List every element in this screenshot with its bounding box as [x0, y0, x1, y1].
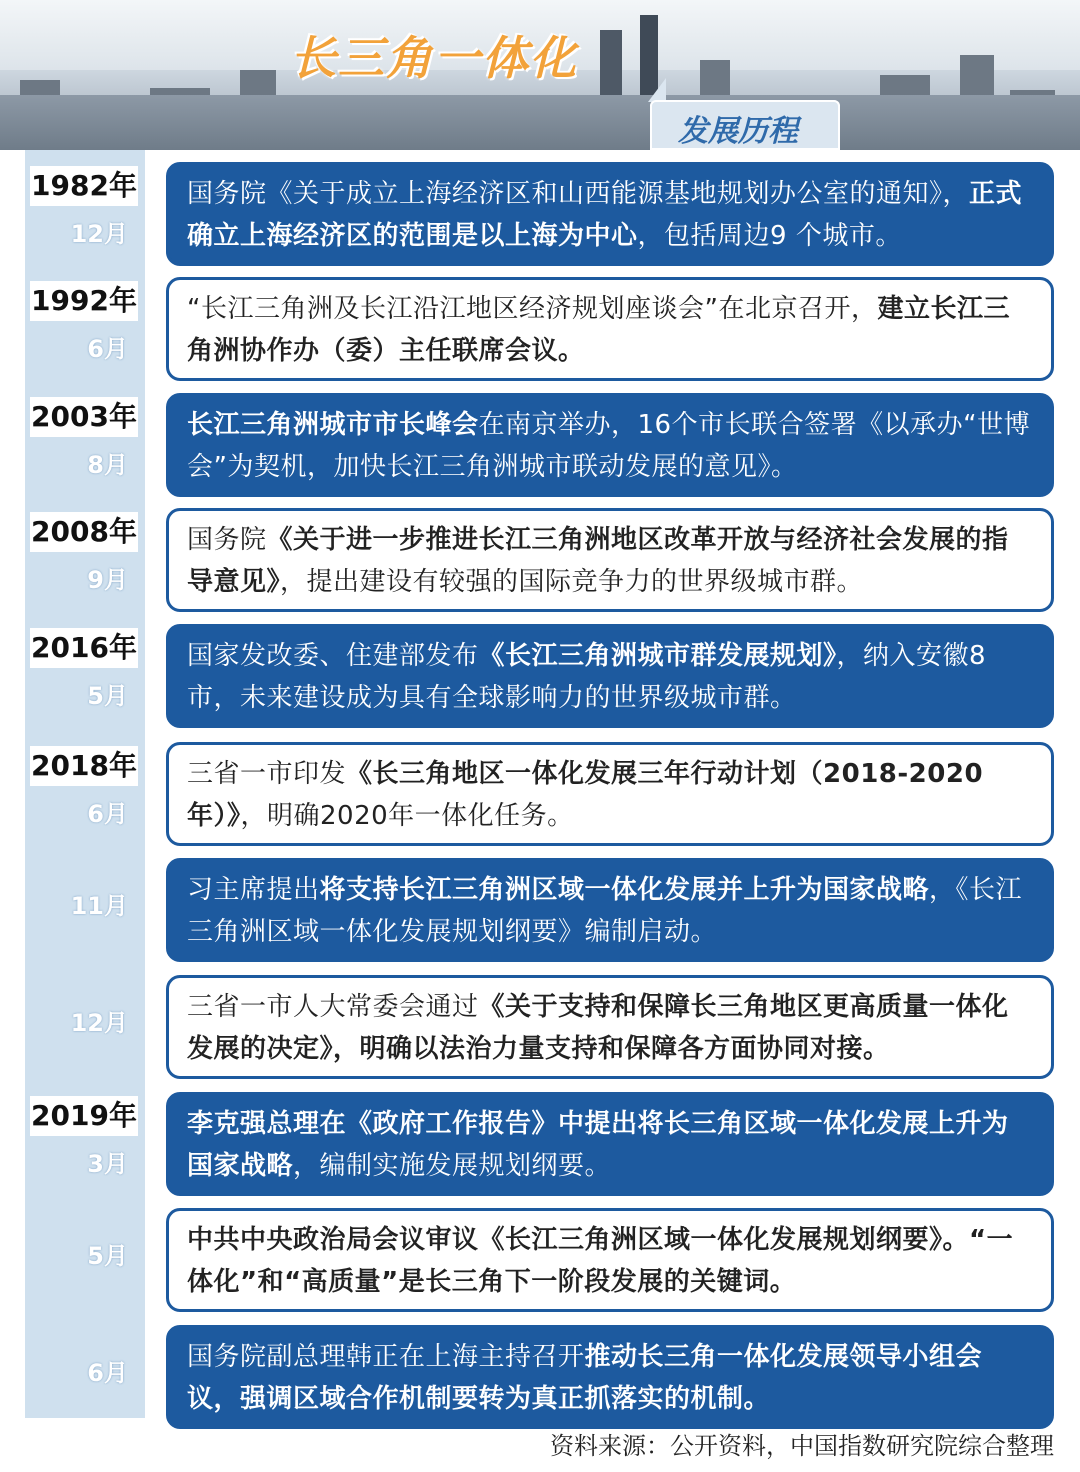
subtitle-tag: [650, 100, 840, 150]
timeline-month: 3月: [87, 1150, 128, 1178]
event-card: [166, 1092, 1054, 1196]
event-text-bold: 《关于支持和保障长三角地区更高质量一体化发展的决定》，明确以法治力量支持和保障各方面协同对接。: [187, 992, 1009, 1064]
event-text-bold: 《长三角地区一体化发展三年行动计划（2018-2020年）》: [187, 759, 984, 831]
event-card: [166, 1208, 1054, 1312]
event-text-bold: 正式确立上海经济区的范围是以上海为中心: [187, 179, 1023, 251]
event-card: [166, 742, 1054, 846]
timeline-month: 11月: [70, 892, 128, 920]
event-card: [166, 624, 1054, 728]
timeline-month: 6月: [87, 335, 128, 363]
event-card: [166, 1325, 1054, 1429]
timeline-year: 2019年: [30, 1096, 138, 1136]
event-text: 国家发改委、住建部发布: [187, 641, 479, 671]
event-text: 国务院: [187, 525, 267, 555]
timeline-year: 2016年: [30, 628, 138, 668]
event-text: 国务院《关于成立上海经济区和山西能源基地规划办公室的通知》，: [187, 179, 970, 209]
timeline-year: 2018年: [30, 746, 138, 786]
event-text: ，纳入安徽8市，未来建设成为具有全球影响力的世界级城市群。: [187, 641, 987, 713]
page-subtitle: 发展历程: [678, 114, 798, 149]
timeline-year: 1982年: [30, 166, 138, 206]
event-text: ，提出建设有较强的国际竞争力的世界级城市群。: [280, 567, 864, 597]
timeline-month: 8月: [87, 451, 128, 479]
event-text: ，明确2020年一体化任务。: [240, 801, 574, 831]
event-text: “长江三角洲及长江沿江地区经济规划座谈会”在北京召开，: [187, 294, 878, 324]
banner-river: [0, 95, 1080, 150]
source-note: 资料来源：公开资料，中国指数研究院综合整理: [550, 1432, 1054, 1460]
event-text: ，编制实施发展规划纲要。: [293, 1151, 612, 1181]
event-text: 在南京举办，16个市长联合签署《以承办“世博会”为契机，加快长江三角洲城市联动发展的意见》。: [187, 410, 1031, 482]
event-text-bold: 《长江三角洲城市群发展规划》: [478, 641, 837, 671]
header-banner: [0, 0, 1080, 150]
event-card: [166, 277, 1054, 381]
timeline-month: 9月: [87, 566, 128, 594]
timeline-year: 2008年: [30, 512, 138, 552]
event-text: 三省一市印发: [187, 759, 347, 789]
event-text: 习主席提出: [187, 875, 320, 905]
timeline-year: 2003年: [30, 397, 138, 437]
event-text-bold: 建立长江三角洲协作办（委）主任联席会议。: [187, 294, 1010, 366]
event-text-bold: 李克强总理在《政府工作报告》中提出将长三角区域一体化发展上升为国家战略: [187, 1109, 1009, 1181]
event-text-bold: 将支持长江三角洲区域一体化发展并上升为国家战略: [319, 875, 930, 905]
timeline-month: 12月: [70, 1009, 128, 1037]
event-text-bold: 《关于进一步推进长江三角洲地区改革开放与经济社会发展的指导意见》: [187, 525, 1009, 597]
event-text-bold: 推动长三角一体化发展领导小组会议，强调区域合作机制要转为真正抓落实的机制。: [187, 1342, 983, 1414]
event-text: ，包括周边9 个城市。: [637, 221, 902, 251]
timeline-month: 5月: [87, 1242, 128, 1270]
event-text: ，《长江三角洲区域一体化发展规划纲要》编制启动。: [187, 875, 1023, 947]
timeline-month: 6月: [87, 800, 128, 828]
timeline-year: 1992年: [30, 281, 138, 321]
timeline-month: 5月: [87, 682, 128, 710]
event-card: [166, 393, 1054, 497]
event-text-bold: 长江三角洲城市市长峰会: [187, 410, 479, 440]
timeline-month: 12月: [70, 220, 128, 248]
event-card: [166, 508, 1054, 612]
event-card: [166, 162, 1054, 266]
subtitle-pointer: [648, 78, 666, 102]
event-card: [166, 858, 1054, 962]
event-text-bold: 中共中央政治局会议审议《长江三角洲区域一体化发展规划纲要》。“一体化”和“高质量”是长三角下一阶段发展的关键词。: [187, 1225, 1014, 1297]
event-text: 国务院副总理韩正在上海主持召开: [187, 1342, 585, 1372]
page-title: 长三角一体化: [290, 31, 578, 85]
event-card: [166, 975, 1054, 1079]
timeline-month: 6月: [87, 1359, 128, 1387]
event-text: 三省一市人大常委会通过: [187, 992, 479, 1022]
